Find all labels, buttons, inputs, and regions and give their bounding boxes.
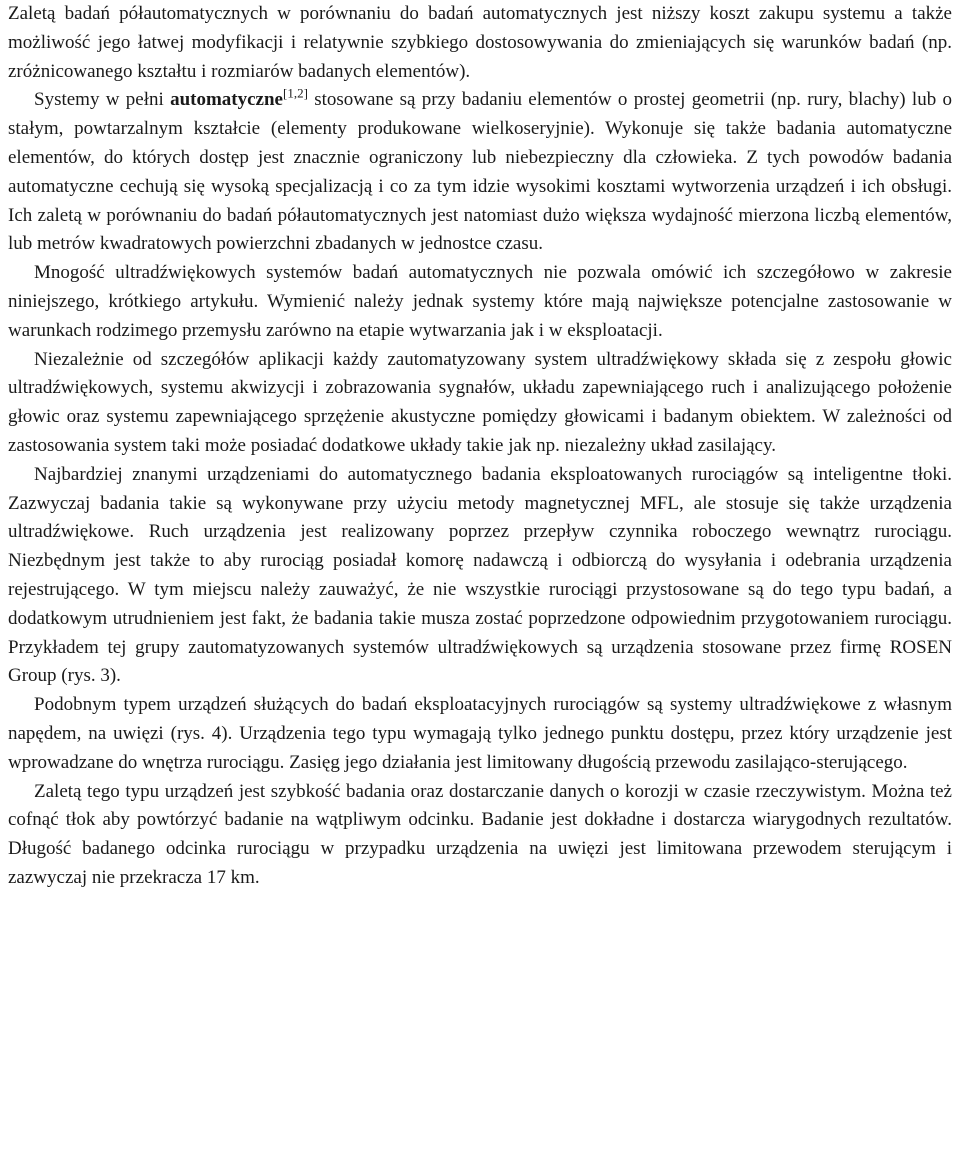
paragraph-system-components	[8, 346, 952, 461]
emphasis-automatyczne: automatyczne	[170, 89, 283, 111]
paragraph-fully-automatic-systems	[8, 86, 952, 259]
paragraph-text: Mnogość ultradźwiękowych systemów badań automatycznych nie pozwala omówić ich szczegółowo w zakresie niniejszego, krótkiego artykułu. Wymienić należy jednak systemy które mają największe potencjalne zastosowanie w warunkach rodzimego przemysłu zarówno na etapie wytwarzania jak i w eksploatacji.	[8, 262, 952, 341]
paragraph-text: Najbardziej znanymi urządzeniami do automatycznego badania eksploatowanych rurociągów są inteligentne tłoki. Zazwyczaj badania takie są wykonywane przy użyciu metody magnetycznej MFL, ale stosuje się także urządzenia ultradźwiękowe. Ruch urządzenia jest realizowany poprzez przepływ czynnika roboczego wewnątrz rurociągu. Niezbędnym jest także to aby rurociąg posiadał komorę nadawczą i odbiorczą do wysyłania i odebrania urządzenia rejestrującego. W tym miejscu należy zauważyć, że nie wszystkie rurociągi przystosowane są do tego typu badań, a dodatkowym utrudnieniem jest fakt, że badania takie musza zostać poprzedzone odpowiednim przygotowaniem rurociągu. Przykładem tej grupy zautomatyzowanych systemów ultradźwiękowych są urządzenia stosowane przez firmę ROSEN Group (rys. 3).	[8, 463, 952, 687]
paragraph-text: Podobnym typem urządzeń służących do badań eksploatacyjnych rurociągów są systemy ultradźwiękowe z własnym napędem, na uwięzi (rys. 4). Urządzenia tego typu wymagają tylko jednego punktu dostępu, przez który urządzenie jest wprowadzane do wnętrza rurociągu. Zasięg jego działania jest limitowany długością przewodu zasilająco-sterującego.	[8, 694, 952, 773]
paragraph-text-lead: Systemy w pełni	[34, 89, 171, 111]
paragraph-tethered-systems	[8, 691, 952, 777]
paragraph-text: Zaletą badań półautomatycznych w porównaniu do badań automatycznych jest niższy koszt zakupu systemu a także możliwość jego łatwej modyfikacji i relatywnie szybkiego dostosowywania do zmieniających się warunków badań (np. zróżnicowanego kształtu i rozmiarów badanych elementów).	[8, 3, 952, 82]
citation-reference: [1,2]	[282, 86, 308, 102]
paragraph-semi-automatic-advantages	[8, 0, 952, 86]
paragraph-text: Zaletą tego typu urządzeń jest szybkość badania oraz dostarczanie danych o korozji w czasie rzeczywistym. Można też cofnąć tłok aby powtórzyć badanie na wątpliwym odcinku. Badanie jest dokładne i dostarcza wiarygodnych rezultatów. Długość badanego odcinka rurociągu w przypadku urządzenia na uwięzi jest limitowana przewodem sterującym i zazwyczaj nie przekracza 17 km.	[8, 780, 952, 888]
paragraph-system-variety	[8, 259, 952, 345]
paragraph-text: Niezależnie od szczegółów aplikacji każdy zautomatyzowany system ultradźwiękowy składa się z zespołu głowic ultradźwiękowych, systemu akwizycji i zobrazowania sygnałów, układu zapewniającego ruch i analizującego położenie głowic oraz systemu zapewniającego sprzężenie akustyczne pomiędzy głowicami i badanym obiektem. W zależności od zastosowania system taki może posiadać dodatkowe układy takie jak np. niezależny układ zasilający.	[8, 348, 952, 456]
paragraph-intelligent-pigs	[8, 461, 952, 691]
paragraph-text-rest: stosowane są przy badaniu elementów o prostej geometrii (np. rury, blachy) lub o stałym, powtarzalnym kształcie (elementy produkowane wielkoseryjnie). Wykonuje się także badania automatyczne elementów, do których dostęp jest znacznie ograniczony lub niebezpieczny dla człowieka. Z tych powodów badania automatyczne cechują się wysoką specjalizacją i co za tym idzie wysokimi kosztami wytworzenia urządzeń i ich obsługi. Ich zaletą w porównaniu do badań półautomatycznych jest natomiast dużo większa wydajność mierzona liczbą elementów, lub metrów kwadratowych powierzchni zbadanych w jednostce czasu.	[8, 89, 953, 255]
paragraph-tethered-advantages	[8, 778, 952, 893]
